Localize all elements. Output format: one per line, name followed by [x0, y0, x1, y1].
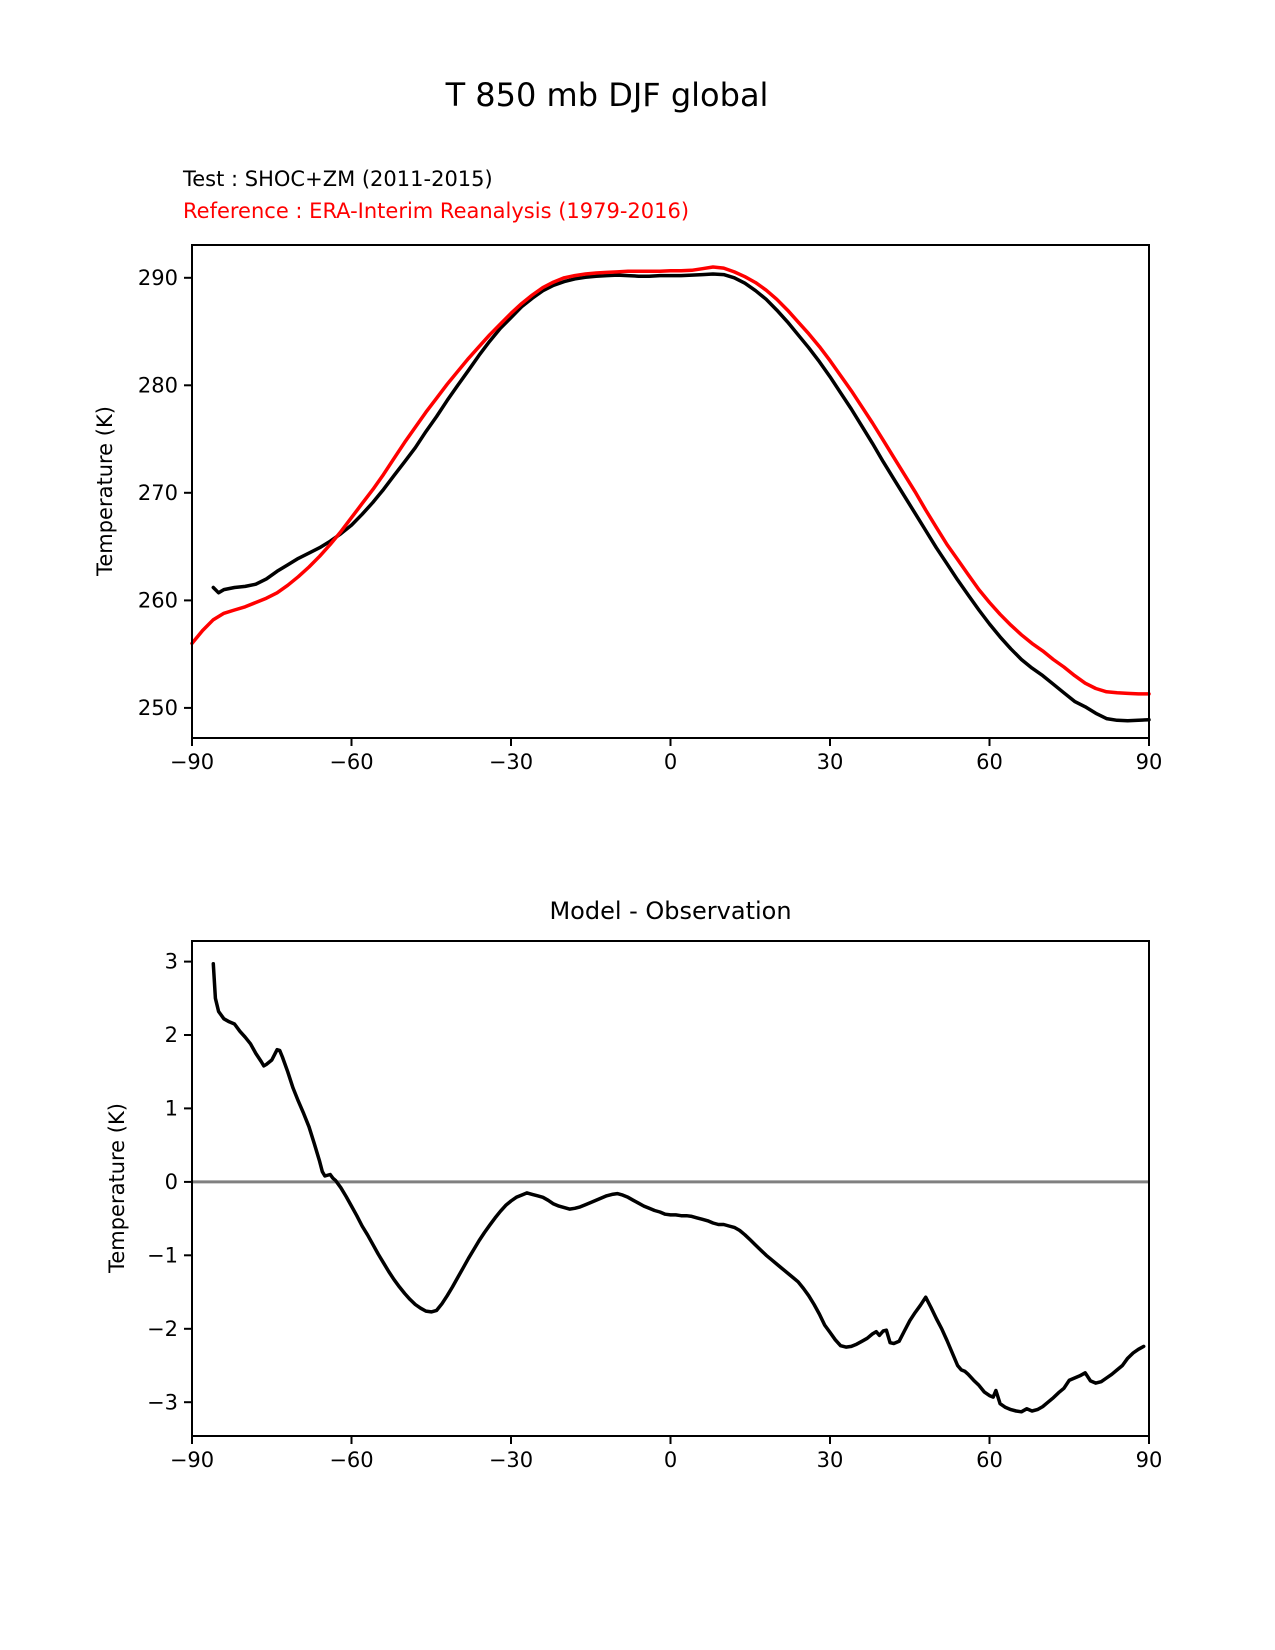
top-chart-y-tick-label: 280	[137, 373, 178, 398]
top-chart-y-tick-label: 260	[137, 588, 178, 613]
bottom-chart-x-tick-label: 30	[816, 1448, 844, 1472]
bottom-chart-y-axis-label: Temperature (K)	[105, 1103, 129, 1273]
bottom-chart-y-tick-label: 3	[164, 949, 178, 974]
top-chart-x-tick-label: −90	[169, 750, 215, 774]
bottom-chart-y-tick-label: 0	[164, 1170, 178, 1195]
bottom-chart-y-tick-label: 2	[164, 1023, 178, 1048]
bottom-chart-title: Model - Observation	[549, 897, 792, 925]
top-chart-x-tick-label: −60	[329, 750, 374, 774]
legend-reference-label: Reference : ERA-Interim Reanalysis (1979-2016)	[183, 199, 690, 223]
bottom-chart-x-tick-label: −30	[488, 1448, 534, 1472]
top-chart-x-tick-label: −30	[488, 750, 534, 774]
bottom-chart-series-line-0	[213, 964, 1143, 1412]
bottom-chart-axes-frame	[192, 941, 1149, 1436]
bottom-chart-x-tick-label: 60	[976, 1448, 1003, 1472]
top-chart-y-axis-label: Temperature (K)	[93, 406, 117, 576]
top-chart-series-line-0	[213, 274, 1149, 721]
top-chart-x-tick-label: 60	[976, 750, 1003, 774]
top-chart-y-tick-label: 270	[137, 480, 178, 505]
bottom-chart-x-tick-label: 90	[1135, 1448, 1163, 1472]
bottom-chart-y-tick-label: −1	[147, 1243, 178, 1268]
bottom-chart-y-tick-label: −2	[147, 1316, 178, 1341]
top-chart-axes-frame	[192, 245, 1149, 738]
bottom-chart-y-tick-label: 1	[164, 1096, 178, 1121]
bottom-chart-x-tick-label: 0	[663, 1448, 678, 1472]
top-chart-y-tick-label: 250	[137, 696, 178, 721]
bottom-chart-x-tick-label: −90	[169, 1448, 215, 1472]
legend-test-label: Test : SHOC+ZM (2011-2015)	[183, 167, 493, 191]
top-chart-x-tick-label: 30	[816, 750, 844, 774]
top-chart-y-tick-label: 290	[137, 265, 178, 290]
bottom-chart-y-tick-label: −3	[147, 1390, 178, 1415]
top-chart-x-tick-label: 0	[663, 750, 678, 774]
top-chart-x-tick-label: 90	[1135, 750, 1163, 774]
bottom-chart-x-tick-label: −60	[329, 1448, 374, 1472]
top-chart-series-line-1	[192, 267, 1149, 694]
figure-title: T 850 mb DJF global	[445, 76, 769, 114]
